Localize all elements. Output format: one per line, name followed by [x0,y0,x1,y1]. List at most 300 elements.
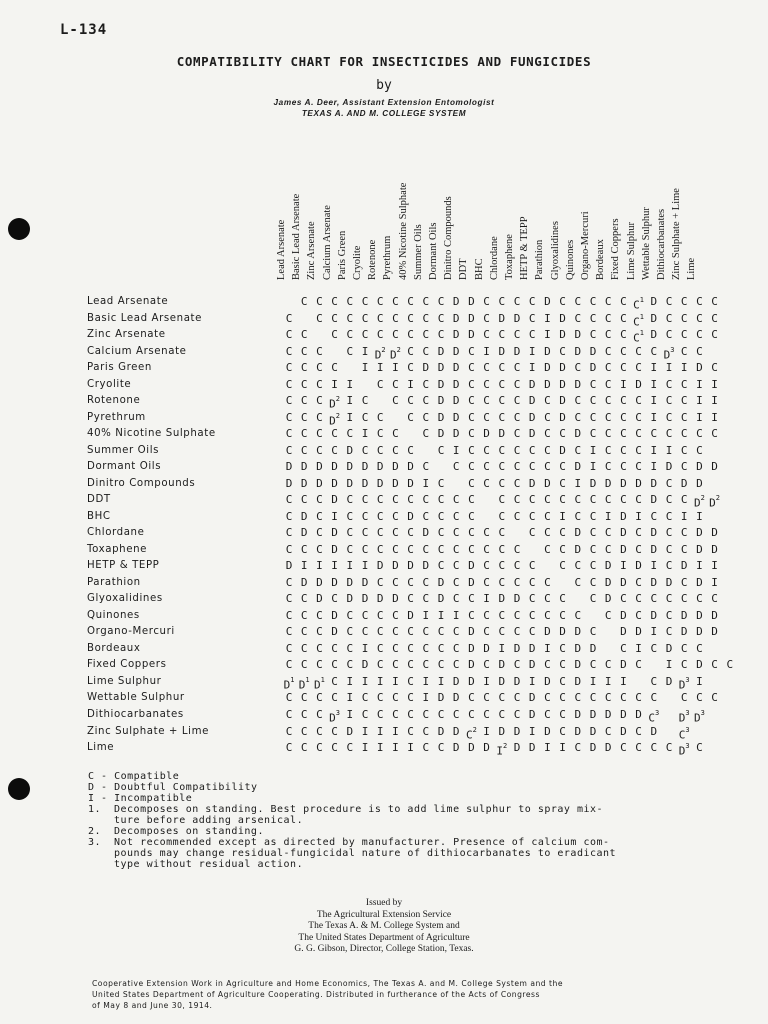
chart-cell: D [376,476,384,490]
footnote-number [88,848,114,859]
chart-cell: C [361,443,369,457]
chart-cell: I [392,361,399,375]
chart-cell: C [635,658,642,672]
chart-cell: C [300,592,308,606]
chart-cell: C [604,394,612,408]
chart-cell: C [300,394,308,408]
chart-cell: D [452,674,460,688]
chart-cell: C [483,542,490,556]
chart-cell: C [544,575,551,589]
footnote-mark: 3 [685,709,690,717]
chart-cell: D [437,394,445,408]
chart-cell: D [513,724,521,738]
chart-cell: C [498,608,506,622]
chart-cell: I [346,708,354,721]
chart-cell: D [513,311,521,325]
chart-cell: C [604,542,612,556]
chart-cell: $D^3$ [678,709,690,725]
chart-cell: D [635,708,642,721]
chart-cell: D [407,460,414,474]
row-label: Wettable Sulphur [87,692,185,704]
chart-cell: D [574,724,582,738]
chart-cell: I [422,476,430,490]
chart-cell: $D^1$ [283,675,295,692]
chart-cell: C [559,708,566,721]
chart-cell: C [635,526,642,540]
chart-cell: I [361,724,369,738]
chart-cell: D [650,493,658,507]
chart-cell: C [407,295,414,308]
chart-cell: C [620,443,627,457]
chart-cell: C [711,311,718,325]
chart-cell: C [528,493,536,507]
chart-cell: I [346,674,354,688]
chart-cell: C [468,526,475,540]
chart-cell: C [559,674,566,688]
chart-cell: C [559,460,566,474]
chart-cell: C [452,542,460,556]
chart-cell: C [589,509,597,523]
chart-cell: C [437,559,445,573]
chart-cell: C [316,443,323,457]
chart-cell: C [544,443,551,457]
chart-cell: C [316,691,323,705]
chart-cell: $C^1$ [633,312,645,329]
chart-cell: I [437,608,445,622]
footnote-line [88,848,616,859]
chart-cell: I [620,559,627,573]
chart-cell: C [422,724,430,738]
chart-cell: D [528,394,536,408]
chart-cell: D [452,410,460,424]
chart-cell: C [483,608,490,622]
column-header-label: Dormant Oils [428,222,439,280]
chart-cell: C [589,394,597,408]
chart-cell: C [316,658,323,672]
chart-cell: C [544,509,551,523]
chart-cell: C [407,344,414,358]
chart-cell: C [544,708,551,721]
chart-cell: C [498,526,506,540]
chart-cell: C [407,328,414,342]
chart-cell: D [316,592,323,606]
chart-cell: C [392,311,399,325]
chart-cell: D [331,608,338,622]
chart-cell: I [559,509,566,523]
chart-cell: C [650,427,658,441]
footnote-mark: 2 [335,395,341,404]
chart-cell: C [544,608,551,622]
chart-cell: C [498,559,506,573]
chart-cell: C [483,575,490,589]
chart-cell: C [665,410,673,424]
chart-cell: D [468,311,475,325]
issued-line: The Texas A. & M. College System and [308,921,460,931]
chart-cell: C [620,361,627,375]
chart-cell: D [665,460,673,474]
chart-cell: D [544,625,551,639]
chart-cell: D [498,724,506,738]
institution-line: TEXAS A. AND M. COLLEGE SYSTEM [301,109,467,118]
chart-cell: C [407,625,414,639]
chart-cell: C [285,542,293,556]
chart-cell: C [331,724,338,738]
chart-cell: C [620,641,627,655]
chart-cell: C [361,542,369,556]
chart-cell: C [680,427,688,441]
chart-cell: D [316,476,323,490]
footnote-text: ture before adding arsenical. [114,815,304,826]
footnote-line [88,804,616,815]
chart-cell: C [498,575,506,589]
chart-cell: C [483,361,490,375]
chart-cell: C [498,410,506,424]
chart-cell: D [437,575,445,589]
chart-cell: C [452,559,460,573]
chart-cell: C [392,509,399,523]
chart-cell: D [711,625,718,639]
chart-cell: C [498,460,506,474]
footnote-number [88,859,114,870]
chart-cell: C [604,460,612,474]
chart-cell: C [680,311,688,325]
chart-cell: C [635,410,642,424]
chart-cell: I [665,658,673,672]
chart-cell: C [620,691,627,705]
chart-cell: C [331,691,338,705]
footnote-text: type without residual action. [114,859,304,870]
chart-cell: I [346,394,354,408]
row-label: Dithiocarbanates [87,709,184,720]
chart-cell: C [361,394,369,408]
chart-cell: C [498,493,506,507]
chart-cell: C [589,311,597,325]
row-label: 40% Nicotine Sulphate [87,428,216,440]
chart-cell: C [392,526,399,540]
chart-cell: C [665,328,673,342]
chart-cell: C [285,311,293,325]
chart-cell: C [559,691,566,705]
chart-cell: D [635,476,642,490]
chart-cell: C [498,328,506,342]
chart-cell: C [483,443,490,457]
chart-cell: I [361,427,369,441]
chart-cell: C [376,641,384,655]
chart-cell: C [711,592,718,606]
chart-cell: D [544,295,551,308]
chart-cell: C [635,493,642,507]
chart-cell: D [300,460,308,474]
chart-cell: C [316,741,323,755]
chart-cell: D [331,526,338,540]
column-header-label: Parathion [534,239,546,280]
chart-cell: C [422,377,430,391]
chart-cell: C [696,328,703,342]
chart-cell: C [544,410,551,424]
column-header-label: Bordeaux [595,239,607,280]
chart-cell: C [589,559,597,573]
chart-cell: C [680,493,688,507]
chart-cell: C [331,295,338,308]
chart-cell: I [407,377,414,391]
chart-cell: C [300,328,308,342]
chart-cell: D [300,575,308,589]
chart-cell: D [376,592,384,606]
chart-cell: C [316,377,323,391]
footnote-number: 2. [88,826,102,837]
chart-cell: I [331,377,338,391]
chart-cell: C [498,691,506,705]
footnote-mark: 3 [700,709,705,717]
chart-cell: I [376,674,384,688]
chart-cell: D [574,542,582,556]
chart-cell: D [331,460,338,474]
chart-cell: C [316,526,323,540]
chart-cell: C [559,641,566,655]
chart-cell: C [483,708,490,721]
chart-cell: C [559,526,566,540]
row-label: Dinitro Compounds [87,477,196,489]
chart-cell: $D^3$ [678,742,690,758]
chart-cell: D [680,476,688,490]
chart-cell: C [559,724,566,738]
chart-cell: C [665,311,673,325]
chart-cell: C [285,592,293,606]
chart-cell: D [559,410,566,424]
chart-cell: C [574,361,582,375]
chart-cell: C [437,311,445,325]
chart-cell: C [513,608,521,622]
chart-cell: C [498,708,506,721]
chart-cell: D [452,361,460,375]
chart-cell: C [422,625,430,639]
chart-cell: C [711,427,718,441]
punch-hole-top [8,218,30,240]
chart-cell: C [620,394,627,408]
chart-cell: C [620,328,627,342]
chart-cell: D [407,559,414,573]
chart-cell: C [407,724,414,738]
chart-cell: C [346,328,354,342]
footnote-mark: 1 [639,296,645,304]
chart-cell: $D^2$ [709,494,721,510]
chart-cell: $D^3$ [693,709,705,725]
chart-cell: D [589,476,597,490]
chart-cell: D [635,625,642,639]
chart-cell: C [376,311,384,325]
chart-cell: I [680,509,688,523]
chart-cell: C [331,311,338,325]
row-label: Calcium Arsenate [87,345,187,357]
chart-cell: I [422,608,430,622]
chart-cell: C [665,741,673,755]
chart-cell: C [300,625,308,639]
chart-cell: C [300,641,308,655]
chart-cell: C [696,741,703,755]
chart-cell: C [392,641,399,655]
chart-cell: C [376,625,384,639]
footnote-text: Decomposes on standing. [114,826,264,837]
chart-cell: D [346,460,354,474]
column-header-label: Rotenone [367,239,379,280]
chart-cell: I [483,592,490,606]
chart-cell: C [589,410,597,424]
column-header-label: DDT [458,258,470,280]
chart-cell: D [316,460,323,474]
chart-cell: I [559,741,566,755]
chart-cell: C [422,328,430,342]
chart-cell: D [620,476,627,490]
chart-cell: C [361,708,369,721]
chart-cell: C [300,295,308,308]
chart-cell: C [285,361,293,375]
chart-cell: C [346,311,354,325]
chart-cell: C [468,410,475,424]
chart-cell: C [513,377,521,391]
chart-cell: D [528,476,536,490]
chart-cell: C [513,509,521,523]
row-label: Glyoxalidines [87,593,163,605]
chart-cell: D [544,361,551,375]
chart-cell: C [407,592,414,606]
chart-cell: D [376,460,384,474]
footnote-number [88,815,114,826]
chart-cell: D [346,592,354,606]
chart-cell: C [635,394,642,408]
chart-cell: C [300,361,308,375]
chart-cell: C [680,592,688,606]
chart-cell: D [437,691,445,705]
chart-cell: $C^1$ [633,296,645,312]
chart-cell: D [650,476,658,490]
chart-cell: C [346,509,354,523]
chart-cell: C [452,493,460,507]
chart-cell: D [604,708,612,721]
chart-cell: I [528,344,536,358]
chart-cell: C [604,658,612,672]
chart-cell: C [589,575,597,589]
chart-cell: C [468,361,475,375]
chart-cell: I [650,460,658,474]
chart-cell: C [376,328,384,342]
chart-cell: C [513,708,521,721]
chart-cell: D [620,542,627,556]
chart-cell: C [437,641,445,655]
chart-cell: C [589,691,597,705]
chart-cell: C [544,542,551,556]
chart-cell: C [696,641,703,655]
footnote-mark: 3 [655,709,660,717]
chart-cell: C [513,493,521,507]
footnote-line [88,837,616,848]
chart-cell: D [361,575,369,589]
chart-cell: C [346,608,354,622]
page-title: COMPATIBILITY CHART FOR INSECTICIDES AND FUNGICIDES [176,54,592,69]
footnote-mark: 3 [670,345,675,354]
chart-cell: C [422,708,430,721]
chart-cell: C [635,427,642,441]
chart-cell: C [528,559,536,573]
chart-cell: C [589,295,597,308]
chart-cell: D [650,311,658,325]
chart-cell: C [483,691,490,705]
chart-cell: C [513,328,521,342]
chart-cell: D [498,427,506,441]
chart-cell: C [376,295,384,308]
chart-cell: C [589,658,597,672]
chart-cell: C [376,410,384,424]
chart-cell: C [316,724,323,738]
chart-cell: I [346,559,354,573]
chart-cell: C [376,443,384,457]
chart-cell: C [407,575,414,589]
chart-cell: C [316,410,323,424]
chart-cell: D [528,377,536,391]
issued-line: The United States Department of Agriculture [298,932,470,943]
chart-cell: D [559,625,566,639]
chart-cell: D [711,542,718,556]
chart-cell: C [300,344,308,358]
chart-cell: C [300,443,308,457]
chart-cell: C [376,708,384,721]
chart-cell: C [513,542,521,556]
row-label: Lime [87,742,115,754]
chart-cell: D [452,328,460,342]
chart-cell: I [392,724,399,738]
chart-cell: C [392,443,399,457]
chart-cell: D [361,476,369,490]
chart-cell: C [346,295,354,308]
chart-cell: I [361,741,369,755]
chart-cell: I [650,410,658,424]
chart-cell: C [498,394,506,408]
chart-cell: C [316,708,323,721]
chart-cell: C [437,741,445,755]
chart-cell: D [620,575,627,589]
chart-cell: D [559,328,566,342]
column-header-label: Quinones [564,239,576,280]
chart-cell: I [528,674,536,688]
chart-cell: D [483,741,490,755]
chart-cell: C [316,608,323,622]
chart-cell: D [407,509,414,523]
chart-cell: D [361,460,369,474]
footnote-line [88,859,616,870]
chart-cell: C [604,691,612,705]
chart-cell: I [544,741,551,755]
chart-cell: C [346,526,354,540]
chart-cell: C [300,691,308,705]
chart-cell: C [498,476,506,490]
chart-cell: C [680,410,688,424]
chart-cell: C [513,658,521,672]
chart-cell: $I^2$ [496,742,508,758]
chart-cell: C [635,344,642,358]
chart-cell: C [635,741,642,755]
chart-cell: C [559,658,566,672]
chart-cell: D [468,674,475,688]
chart-cell: I [528,724,536,738]
chart-cell: C [300,658,308,672]
chart-cell: C [346,542,354,556]
chart-cell: C [483,526,490,540]
chart-cell: C [589,625,597,639]
column-header [686,257,707,280]
footnote-text: pounds may change residual-fungicidal nature of dithiocarbanates to eradicant [114,848,617,859]
chart-cell: C [680,443,688,457]
chart-cell: $D^3$ [329,709,341,725]
chart-cell: C [361,311,369,325]
